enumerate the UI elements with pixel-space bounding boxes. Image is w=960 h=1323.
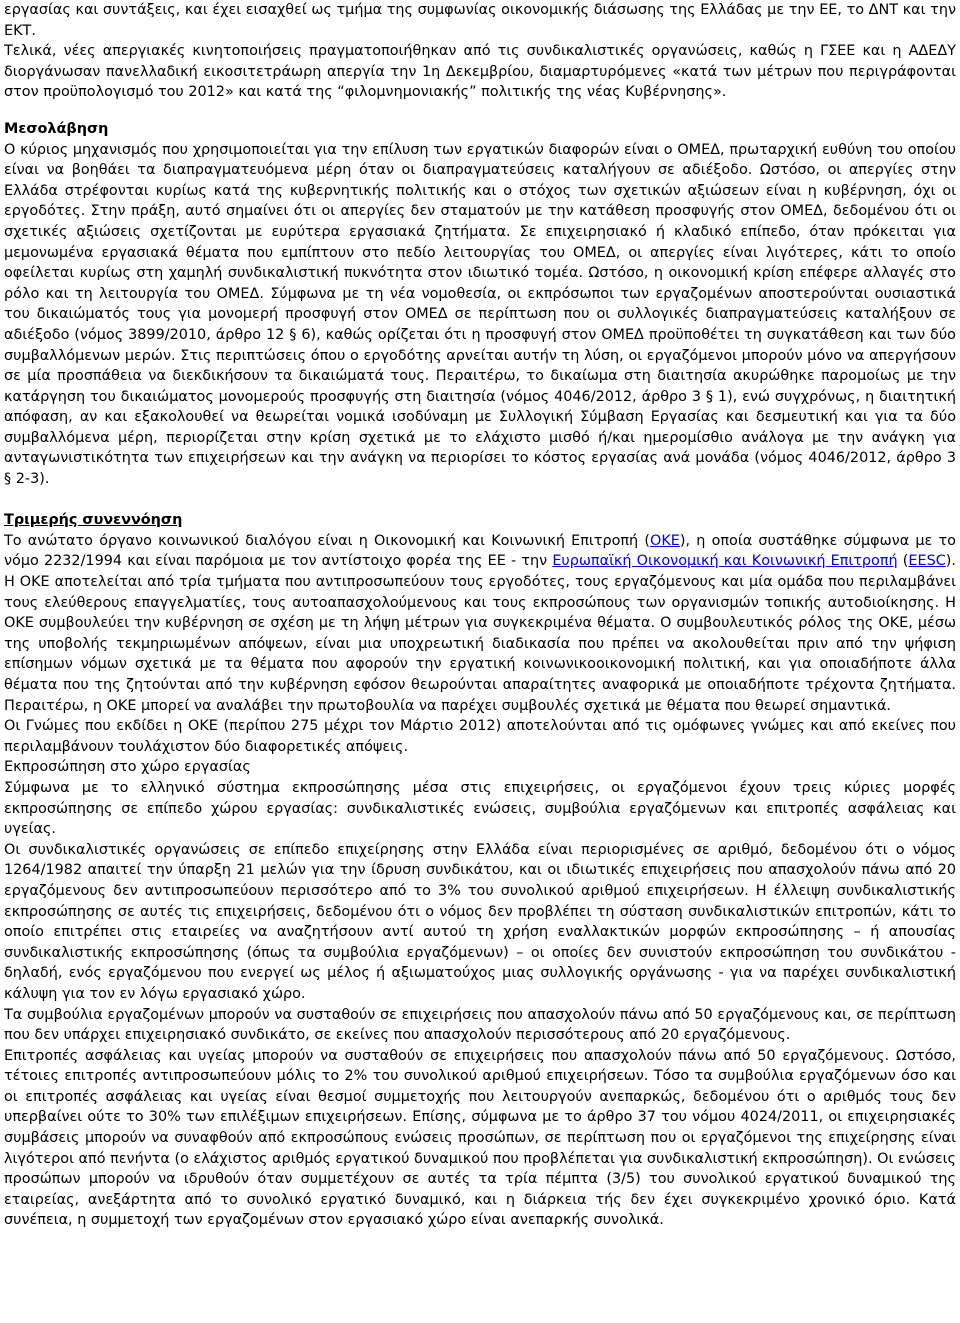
spacer <box>4 490 956 511</box>
oke-link[interactable]: ΟΚΕ <box>650 532 680 549</box>
workplace-paragraph-2: Οι συνδικαλιστικές οργανώσεις σε επίπεδο επιχείρησης στην Ελλάδα είναι περιορισμένες σε αριθμό, δεδομένου ότι ο νόμος 1264/1982 απαιτεί την ύπαρξη 21 μελών για την ίδρυση συνδικάτου, και οι ιδιωτικές επιχειρήσεις που απασχολούν πάνω από 20 εργαζόμενους δεν αντιπροσωπεύουν περισσότερο από το 3% του συνολικού αριθμού επιχειρήσεων. Η έλλειψη συνδικαλιστικής εκπροσώπησης σε αυτές τις επιχειρήσεις, δεδομένου ότι ο νόμος δεν προβλέπει τη σύσταση συνδικαλιστικών επιτροπών, κάτι το οποίο επιτρέπει στις εταιρείες να αναζητήσουν αντί αυτού τη χρήση εναλλακτικών μορφών εκπροσώπησης – ή απουσίας συνδικαλιστικής εκπροσώπησης (όπως τα συμβούλια εργαζόμενων) – οι οποίες δεν συνιστούν εκπροσώπηση του συνδικάτου - δηλαδή, ενός εργαζόμενου που ενεργεί ως μέλος ή αξιωματούχος μιας συλλογικής οργάνωσης - για να παρέχει συνδικαλιστική κάλυψη για τον εν λόγω εργασιακό χώρο. <box>4 841 956 1002</box>
tripartite-text-b: ), η οποία συστάθηκε σύμφωνα με το νόμο 2232/1994 και είναι παρόμοια με τον αντίστοιχο φορέα της ΕΕ - την <box>4 532 956 570</box>
tripartite-text-a: Το ανώτατο όργανο κοινωνικού διαλόγου είναι η Οικονομική και Κοινωνική Επιτροπή ( <box>4 532 650 549</box>
workplace-heading: Εκπροσώπηση στο χώρο εργασίας <box>4 759 251 776</box>
eesc-link[interactable]: EESC <box>908 553 946 570</box>
mediation-paragraph: Ο κύριος μηχανισμός που χρησιμοποιείται για την επίλυση των εργατικών διαφορών είναι ο ΟΜΕΔ, πρωταρχική ευθύνη του οποίου είναι να βοηθάει τα διαπραγματευόμενα μέρη όταν οι διαπραγματεύσεις καταλήγουν σε αδιέξοδο. Ωστόσο, οι απεργίες στην Ελλάδα στρέφονται κυρίως κατά της κυβερνητικής πολιτικής και ο στόχος των σχετικών αξιώσεων είναι η κυβέρνηση, όχι οι εργοδότες. Στην πράξη, αυτό σημαίνει ότι οι απεργίες δεν σταματούν με την κατάθεση προσφυγής στον ΟΜΕΔ, δεδομένου ότι οι σχετικές αξιώσεις σχετίζονται με ευρύτερα εργασιακά ζητήματα. Σε επιχειρησιακό ή κλαδικό επίπεδο, όταν πρόκειται για μεμονωμένα εργασιακά θέματα που εμπίπτουν στο πεδίο λειτουργίας του ΟΜΕΔ, οι απεργίες είναι λιγότερες, κάτι το οποίο οφείλεται κυρίως στη χαμηλή συνδικαλιστική πυκνότητα στον ιδιωτικό τομέα. Ωστόσο, η οικονομική κρίση επέφερε αλλαγές στο ρόλο και τη λειτουργία του ΟΜΕΔ. Σύμφωνα με τη νέα νομοθεσία, οι εκπρόσωποι των εργαζομένων αποστερούνται ουσιαστικά του δικαιώματός τους για μονομερή προσφυγή στον ΟΜΕΔ σε περίπτωση που οι συλλογικές διαπραγματεύσεις καταλήξουν σε αδιέξοδο (νόμος 3899/2010, άρθρο 12 § 6), καθώς ορίζεται ότι η προσφυγή στον ΟΜΕΔ προϋποθέτει τη συγκατάθεση και των δύο συμβαλλόμενων μερών. Στις περιπτώσεις όπου ο εργοδότης αρνείται αυτήν τη λύση, οι εργαζόμενοι μπορούν μόνο να απεργήσουν σε μία προσπάθεια να διεκδικήσουν τα δικαιώματά τους. Περαιτέρω, το δικαίωμα στη διαιτησία ακυρώθηκε παρομοίως με την κατάργηση του δικαιώματος μονομερούς προσφυγής στη διαιτησία (νόμος 4046/2012, άρθρο 3 § 1), ενώ συγχρόνως, η διαιτητική απόφαση, αν και εξακολουθεί να θεωρείται νομικά ισοδύναμη με Συλλογική Σύμβαση Εργασίας και δεσμευτική και για τα δύο συμβαλλόμενα μέρη, περιορίζεται στην κρίση σχετικά με το ελάχιστο μισθό ή/και ημερομίσθιο ανάλογα με την ανάγκη για ανταγωνιστικότητα των επιχειρήσεων και την ανάγκη να περιορίσει το κόστος εργασίας ανά μονάδα (νόμος 4046/2012, άρθρο 3 § 2-3). <box>4 141 956 488</box>
spacer <box>4 103 956 119</box>
tripartite-paragraph-1 <box>4 531 956 716</box>
eesc-full-link[interactable]: Ευρωπαϊκή Οικονομική και Κοινωνική Επιτροπή <box>552 553 898 570</box>
workplace-paragraph-1: Σύμφωνα με το ελληνικό σύστημα εκπροσώπησης μέσα στις επιχειρήσεις, οι εργαζόμενοι έχουν τρεις κύριες μορφές εκπροσώπησης σε επίπεδο χώρου εργασίας: συνδικαλιστικές ενώσεις, συμβούλια εργαζόμενων και επιτροπές ασφάλειας και υγείας. <box>4 779 956 838</box>
tripartite-text-d: ). Η ΟΚΕ αποτελείται από τρία τμήματα που αντιπροσωπεύουν τους εργοδότες, τους εργαζόμενους και μία ομάδα που περιλαμβάνει τους ελεύθερους επαγγελματίες, τους αυτοαπασχολούμενους και τους εκπροσώπους των οργανισμών τοπικής αυτοδιοίκησης. Η ΟΚΕ συμβουλεύει την κυβέρνηση σε σχέση με τη λήψη μέτρων για συγκεκριμένα θέματα. Ο συμβουλευτικός ρόλος της ΟΚΕ, μέσω της υποβολής τεκμηριωμένων απόψεων, είναι μια υποχρεωτική διαδικασία που πρέπει να ακολουθείται πριν από την ψήφιση επίσημων νόμων σχετικά με τα θέματα που αφορούν την εργατική κοινωνικοοικονομική πολιτική, και για οποιαδήποτε άλλα θέματα που της ζητούνται από την κυβέρνηση εφόσον θεωρούνται απαραίτητες αναφορικά με οποιαδήποτε τρέχοντα ζητήματα. Περαιτέρω, η ΟΚΕ μπορεί να αναλάβει την πρωτοβουλία να παρέχει συμβουλές σχετικά με θέματα που θεωρεί σημαντικά. <box>4 553 956 714</box>
tripartite-paragraph-2: Οι Γνώμες που εκδίδει η ΟΚΕ (περίπου 275 μέχρι τον Μάρτιο 2012) αποτελούνται από τις ομόφωνες γνώμες και από εκείνες που περιλαμβάνουν τουλάχιστον δύο διαφορετικές απόψεις. <box>4 718 956 755</box>
tripartite-text-c: ( <box>897 553 909 570</box>
intro-paragraph-2: Τελικά, νέες απεργιακές κινητοποιήσεις πραγματοποιήθηκαν από τις συνδικαλιστικές οργανώσεις, καθώς η ΓΣΕΕ και η ΑΔΕΔΥ διοργάνωσαν πανελλαδική εικοσιτετράωρη απεργία την 1η Δεκεμβρίου, διαμαρτυρόμενες «κατά των μέτρων που περιγράφονται στον προϋπολογισμό του 2012» και κατά της “φιλομνημονιακής” πολιτικής της νέας Κυβέρνησης». <box>4 43 956 101</box>
mediation-heading: Μεσολάβηση <box>4 120 109 137</box>
workplace-paragraph-3: Τα συμβούλια εργαζομένων μπορούν να συσταθούν σε επιχειρήσεις που απασχολούν πάνω από 50 εργαζόμενους και, σε περίπτωση που δεν υπάρχει επιχειρησιακό συνδικάτο, σε εκείνες που απασχολούν περισσότερους από 20 εργαζόμενους. <box>4 1006 956 1044</box>
intro-paragraph-1: εργασίας και συντάξεις, και έχει εισαχθεί ως τμήμα της συμφωνίας οικονομικής διάσωσης της Ελλάδας με την ΕΕ, το ΔΝΤ και την ΕΚΤ. <box>4 2 956 39</box>
tripartite-heading: Τριμερής συνεννόηση <box>4 512 183 529</box>
workplace-paragraph-4: Επιτροπές ασφάλειας και υγείας μπορούν να συσταθούν σε επιχειρήσεις που απασχολούν πάνω από 50 εργαζόμενους. Ωστόσο, τέτοιες επιτροπές αντιπροσωπεύουν μόλις το 2% του συνολικού αριθμού επιχειρήσεων. Τόσο τα συμβούλια εργαζόμενων όσο και οι επιτροπές ασφάλειας και υγείας είναι θεσμοί συμμετοχής που λειτουργούν ανεπαρκώς, δεδομένου ότι ο αριθμός τους δεν υπερβαίνει ούτε το 30% των επιλέξιμων επιχειρήσεων. Επίσης, σύμφωνα με το άρθρο 37 του νόμου 4024/2011, οι επιχειρησιακές συμβάσεις μπορούν να συναφθούν από εκπροσώπους ενώσεις προσώπων, σε περίπτωση που οι εργαζόμενοι της επιχείρησης είναι λιγότεροι από πενήντα (ο ελάχιστος αριθμός εργατικού δυναμικού που προβλέπεται για συνδικαλιστική εκπροσώπηση). Οι ενώσεις προσώπων μπορούν να ιδρυθούν όταν συμμετέχουν σε αυτές τα τρία πέμπτα (3/5) του συνολικού εργατικού δυναμικού της εταιρείας, ανεξάρτητα από το συνολικό εργατικό δυναμικό, και η διάρκεια τής δεν έχει συγκεκριμένο χρονικό όριο. Κατά συνέπεια, η συμμετοχή των εργαζομένων στον εργασιακό χώρο είναι ανεπαρκής συνολικά. <box>4 1047 956 1229</box>
